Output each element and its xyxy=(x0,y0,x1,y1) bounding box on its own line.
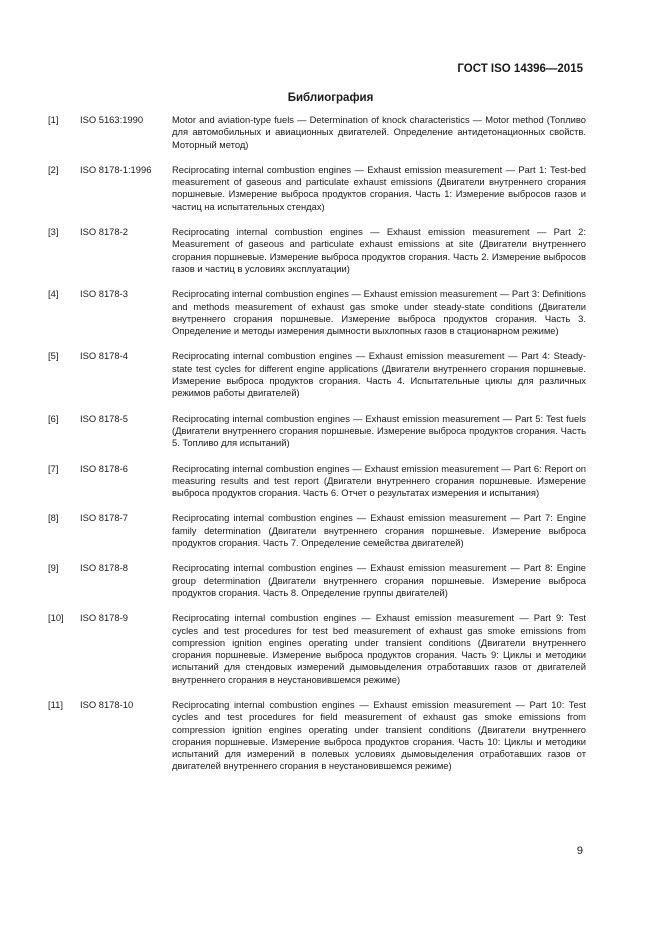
entry-title: Reciprocating internal combustion engines — Exhaust emission measurement — Part 10: Test cycles and test procedures for field measurement of exhaust gas smoke emissions from compression ignition engines operating under transient conditions (Двигатели внутреннего сгорания поршневые. Измерение выброса продуктов сгорания. Часть 10: Циклы и методики испытаний для измерений в полевых условиях дымовыделения отработавших газов от двигателей внутреннего сгорания в неустановившемся режиме) xyxy=(172,698,586,772)
entry-number: [4] xyxy=(48,288,59,300)
entry-title: Reciprocating internal combustion engines — Exhaust emission measurement — Part 3: Definitions and methods measurement of exhaust gas smoke under steady-state conditions (Двигатели внутреннего сгорания поршневые. Измерение выброса продуктов сгорания. Часть 3. Определение и методы измерения дымности выхлопных газов в стационарном режиме) xyxy=(172,288,586,337)
page-title: Библиография xyxy=(287,92,374,104)
entry-standard-ref: ISO 8178-2 xyxy=(80,226,128,238)
bibliography-entry xyxy=(48,612,586,686)
bibliography-entry xyxy=(48,463,586,500)
entry-title: Reciprocating internal combustion engines — Exhaust emission measurement — Part 9: Test cycles and test procedures for test bed measurement of exhaust gas smoke emissions from compression ignition engines operating under transient conditions (Двигатели внутреннего сгорания поршневые. Измерение выброса продуктов сгорания. Часть 9: Циклы и методики испытаний для стендовых измерений дымовыделения отработавших газов от двигателей внутреннего сгорания в неустановившемся режиме) xyxy=(172,612,586,685)
entry-number: [5] xyxy=(48,350,59,362)
entry-standard-ref: ISO 8178-3 xyxy=(80,288,128,300)
entry-number: [10] xyxy=(48,612,64,624)
entry-number: [9] xyxy=(48,562,59,574)
bibliography-entry xyxy=(48,699,586,773)
bibliography-entry xyxy=(48,164,586,213)
page-number: 9 xyxy=(576,845,583,857)
entry-title: Reciprocating internal combustion engines — Exhaust emission measurement — Part 8: Engine group determination (Двигатели внутреннего сгорания поршневые. Измерение выброса продуктов сгорания. Часть 8. Определение группы двигателей) xyxy=(172,562,586,598)
entry-standard-ref: ISO 5163:1990 xyxy=(80,114,144,125)
bibliography-entry xyxy=(48,288,586,337)
entry-standard-ref: ISO 8178-4 xyxy=(80,350,128,362)
entry-standard-ref: ISO 8178-5 xyxy=(80,412,128,424)
entry-number: [11] xyxy=(48,698,63,710)
entry-standard-ref: ISO 8178-1:1996 xyxy=(80,163,152,175)
entry-standard-ref: ISO 8178-6 xyxy=(80,462,128,474)
entry-number: [1] xyxy=(48,114,59,125)
bibliography-entry xyxy=(48,350,586,399)
entry-title: Reciprocating internal combustion engines — Exhaust emission measurement — Part 2: Measurement of gaseous and particulate exhaust emissions at site (Двигатели внутреннего сгорания поршневые. Измерение выброса продуктов сгорания. Часть 2. Измерение выбросов газов и частиц в условиях эксплуатации) xyxy=(172,226,586,274)
bibliography-entry xyxy=(48,562,586,599)
bibliography-entry xyxy=(48,512,586,549)
entry-standard-ref: ISO 8178-7 xyxy=(80,512,128,524)
entry-title: Reciprocating internal combustion engines — Exhaust emission measurement — Part 5: Test fuels (Двигатели внутреннего сгорания поршневые. Измерение выброса продуктов сгорания. Часть 5. Топливо для испытаний) xyxy=(172,412,586,449)
entry-standard-ref: ISO 8178-10 xyxy=(80,698,134,710)
entry-title: Reciprocating internal combustion engines — Exhaust emission measurement — Part 7: Engine family determination (Двигатели внутреннего сгорания поршневые. Измерение выброса продуктов сгорания. Часть 7. Определение семейства двигателей) xyxy=(172,512,586,549)
bibliography-list xyxy=(48,114,586,786)
entry-number: [6] xyxy=(48,412,59,424)
entry-title: Reciprocating internal combustion engines — Exhaust emission measurement — Part 6: Report on measuring results and test report (Двигатели внутреннего сгорания поршневые. Измерение выброса продуктов сгорания. Часть 6. Отчет о результатах измерения и испытания) xyxy=(172,462,586,499)
entry-title: Reciprocating internal combustion engines — Exhaust emission measurement — Part 1: Test-bed measurement of gaseous and particulate exhaust emissions (Двигатели внутреннего сгорания поршневые. Измерение выброса продуктов сгорания. Часть 1: Измерение выбросов газов и частиц на испытательных стендах) xyxy=(172,163,586,212)
entry-standard-ref: ISO 8178-9 xyxy=(80,612,128,624)
bibliography-entry xyxy=(48,114,586,151)
entry-number: [2] xyxy=(48,163,59,175)
entry-number: [8] xyxy=(48,512,59,524)
entry-title: Reciprocating internal combustion engines — Exhaust emission measurement — Part 4: Steady-state test cycles for different engine applications (Двигатели внутреннего сгорания поршневые. Измерение выброса продуктов сгорания. Часть 4. Испытательные циклы для различных режимов работы двигателей) xyxy=(172,350,586,399)
entry-title: Motor and aviation-type fuels — Determination of knock characteristics — Motor method (Топливо для автомобильных и авиационных двигателей. Определение антидетонационных свойств. Моторный метод) xyxy=(172,114,586,150)
entry-standard-ref: ISO 8178-8 xyxy=(80,562,128,574)
bibliography-entry xyxy=(48,226,586,275)
entry-number: [3] xyxy=(48,226,59,238)
document-code: ГОСТ ISO 14396—2015 xyxy=(457,63,583,75)
bibliography-entry xyxy=(48,413,586,450)
entry-number: [7] xyxy=(48,462,59,474)
